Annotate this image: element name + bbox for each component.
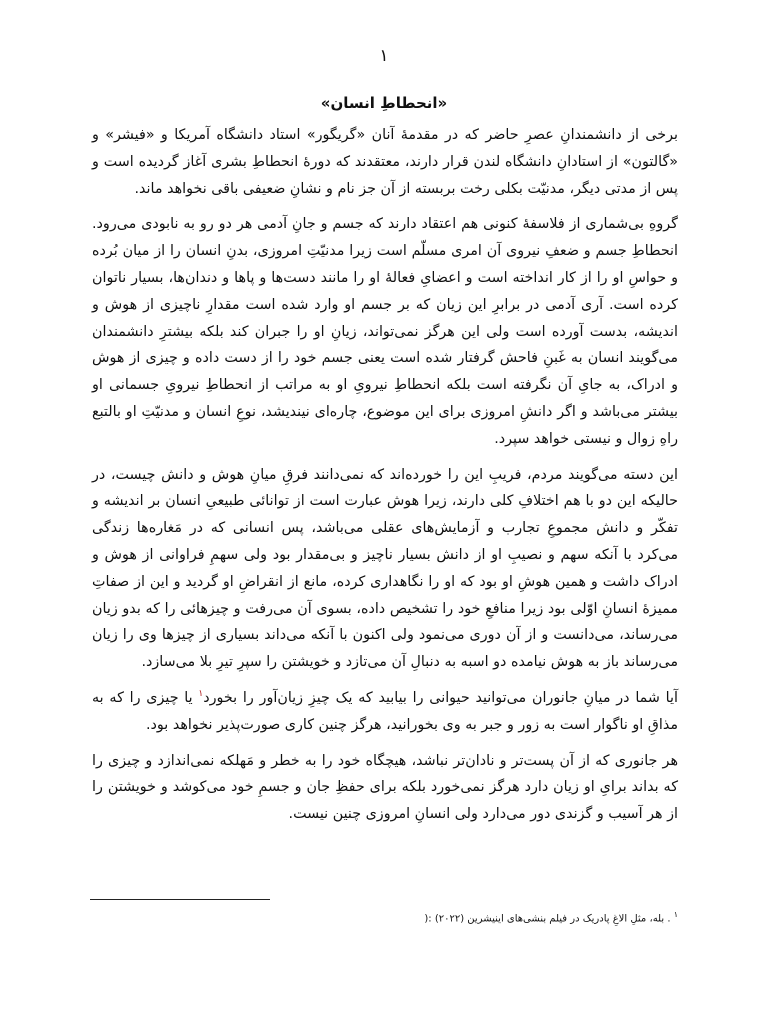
paragraph <box>92 685 678 739</box>
footnote-separator <box>90 899 270 900</box>
footnote-text: . بله، مثلِ الاغِ پادریک در فیلم بنشی‌های اینیشرین (۲۰۲۲) :( <box>424 913 671 925</box>
body-text <box>92 122 678 837</box>
page-number: ۱ <box>379 46 389 66</box>
paragraph-text: یا چیزی را که به مذاقِ او ناگوار است به زور و جبر به وی بخورانید، هرگز چنین کاری صورت‌پذیر نخواهد بود. <box>92 689 678 733</box>
paragraph: این دسته می‌گویند مردم، فریبِ این را خورده‌اند که نمی‌دانند فرقِ میانِ هوش و دانش چیست، در حالیکه این دو با هم اختلافِ کلی دارند، زیرا هوش عبارت است از توانائی طبیعیِ انسان بر اندیشه و تفکّر و دانش مجموعِ تجارب و آزمایش‌های عقلی می‌باشد، پس انسانی که در مَغاره‌ها زندگی می‌کرد با آنکه سهم و نصیبِ او از دانش بسیار ناچیز و بی‌مقدار بود ولی سهمِ فراوانی از هوش و ادراک داشت و همین هوشِ او بود که او را نگاهداری کرده، مانع از انقراضِ او گردید و این از صفاتِ ممیزۀ انسانِ اوّلی بود زیرا منافعِ خود را تشخیص داده، بسوی آن می‌رفت و چیزهائی را که بدو زیان می‌رساند، می‌دانست و از آن دوری می‌نمود ولی اکنون با آنکه می‌داند بسیاری از چیزها وی را زیان می‌رساند باز به هوش نیامده دو اسبه به دنبالِ آن می‌تازد و خویشتن را سپرِ تیرِ بلا می‌سازد. <box>92 466 678 671</box>
paragraph-text: آیا شما در میانِ جانوران می‌توانید حیوانی را بیابید که یک چیزِ زیان‌آور را بخورد <box>203 689 678 706</box>
footnote-marker: ۱ <box>673 910 678 919</box>
footnote-reference[interactable]: ۱ <box>198 689 204 700</box>
paragraph: گروهِ بی‌شماری از فلاسفۀ کنونی هم اعتقاد دارند که جسم و جانِ آدمی هر دو رو به نابودی می‌رود. انحطاطِ جسم و ضعفِ نیروی آن امری مسلّم است زیرا مدنیّتِ امروزی، بدنِ انسان را از میان بُرده و حواسِ او را از کار انداخته است و اعضایِ فعالۀ او را مانند دست‌ها و پاها و دندان‌ها، بسیار ناتوان کرده است. آری آدمی در برابرِ این زیان که بر جسم او وارد شده است مقدارِ ناچیزی از هوش و اندیشه، بدست آورده است ولی این هرگز نمی‌تواند، زیانِ او را جبران کند بلکه بیشترِ دانشمندان می‌گویند انسان به غَبنِ فاحش گرفتار شده است یعنی جسم خود را از دست داده و چیزی از هوش و ادراک، به جایِ آن نگرفته است بلکه انحطاطِ نیرویِ او به مراتب از انحطاطِ نیرویِ جسمانی او بیشتر می‌باشد و اگر دانشِ امروزی برای این موضوع، چاره‌ای نیندیشد، نوعِ انسان و مدنیّتِ او بالتبع راهِ زوال و نیستی خواهد سپرد. <box>92 216 678 447</box>
paragraph: برخی از دانشمندانِ عصرِ حاضر که در مقدمۀ آنان «گریگور» استاد دانشگاه آمریکا و «فیشر» و «گالتون» از استادانِ دانشگاه لندن قرار دارند، معتقدند که دورۀ انحطاطِ بشری آغاز گردیده است و پس از مدتی دیگر، مدنیّت بکلی رخت بربسته از آن جز نام و نشانِ ضعیفی باقی نخواهد ماند. <box>92 127 678 197</box>
footnote <box>90 906 678 928</box>
paragraph: هر جانوری که از آن پست‌تر و نادان‌تر نباشد، هیچگاه خود را به خطر و مَهلکه نمی‌اندازد و چیزی را که بداند برایِ او زیان دارد هرگز نمی‌خورد بلکه برای حفظِ جان و جسمِ خود می‌کوشد و خویشتن را از هر آسیب و گزندی دور می‌دارد ولی انسانِ امروزی چنین نیست. <box>92 752 678 823</box>
chapter-title: «انحطاطِ انسان» <box>320 94 448 112</box>
